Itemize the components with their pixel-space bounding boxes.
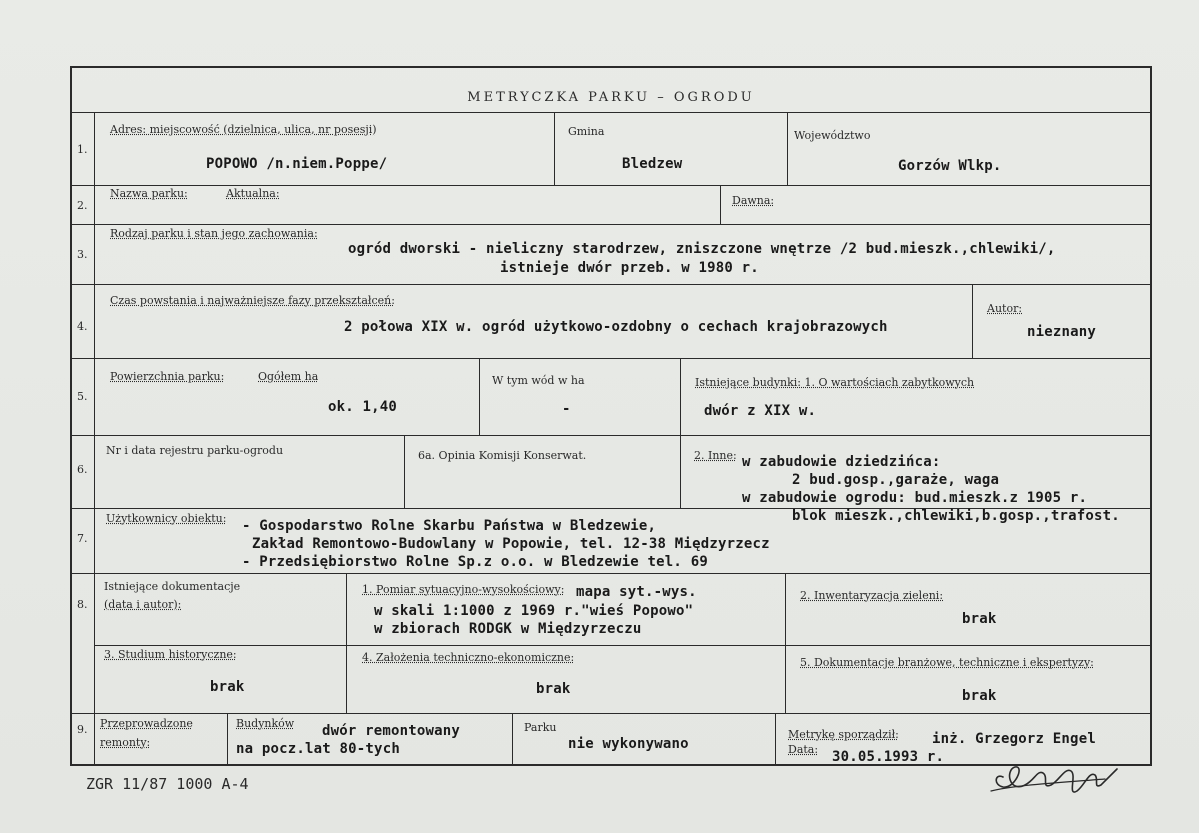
park-type-label: Rodzaj parku i stan jego zachowania: [110,227,318,240]
author-value: nieznany [1027,324,1097,340]
repairs-label: Przeprowadzone [100,717,193,730]
divider [72,224,1152,225]
signature-icon [985,745,1125,805]
buildings-repair-label: Budynków [236,717,295,730]
repairs-label-2: remonty: [100,736,151,749]
park-name-label: Nazwa parku: [110,187,188,200]
history-study-value: brak [210,679,245,695]
row-number: 3. [77,248,88,261]
voivodeship-label: Województwo [794,129,871,142]
users-line3: - Przedsiębiorstwo Rolne Sp.z o.o. w Bledzewie tel. 69 [242,554,708,570]
row-number: 6. [77,463,88,476]
other-buildings-line4: blok mieszk.,chlewiki,b.gosp.,trafost. [792,508,1120,524]
divider [227,713,228,766]
divider [94,112,95,766]
survey-line1: mapa syt.-wys. [576,584,697,600]
prepared-by-label: Metrykę sporządził: [788,728,899,741]
address-value: POPOWO /n.niem.Poppe/ [206,156,388,172]
buildings-repair-line2: na pocz.lat 80-tych [236,741,400,757]
tech-econ-value: brak [536,681,571,697]
tech-econ-label: 4. Założenia techniczno-ekonomiczne: [362,651,575,664]
divider [972,284,973,358]
conservator-opinion-label: 6a. Opinia Komisji Konserwat. [418,449,587,462]
date-label: Data: [788,743,819,756]
other-buildings-line3: w zabudowie ogrodu: bud.mieszk.z 1905 r. [742,490,1088,506]
users-line1: - Gospodarstwo Rolne Skarbu Państwa w Bledzewie, [242,518,657,534]
row-number: 8. [77,598,88,611]
divider [785,573,786,713]
row-number: 9. [77,723,88,736]
other-buildings-line2: 2 bud.gosp.,garaże, waga [792,472,1000,488]
park-repair-label: Parku [524,721,557,734]
history-study-label: 3. Studium historyczne: [104,648,237,661]
divider [680,435,681,508]
divider [554,112,555,185]
divider [479,358,480,435]
origin-label: Czas powstania i najważniejsze fazy przekształceń: [110,294,395,307]
buildings-value: dwór z XIX w. [704,403,817,419]
park-type-line2: istnieje dwór przeb. w 1980 r. [500,260,759,276]
voivodeship-value: Gorzów Wlkp. [898,158,1002,174]
other-buildings-line1: w zabudowie dziedzińca: [742,454,941,470]
form-title: METRYCZKA PARKU – OGRODU [467,90,755,105]
row-number: 4. [77,320,88,333]
form-code: ZGR 11/87 1000 A-4 [86,775,249,793]
date-value: 30.05.1993 r. [832,749,945,765]
current-name-label: Aktualna: [226,187,280,200]
survey-line3: w zbiorach RODGK w Międzyrzeczu [374,621,642,637]
row-number: 1. [77,143,88,156]
commune-label: Gmina [568,125,605,138]
water-ha-label: W tym wód w ha [492,374,585,387]
greenery-value: brak [962,611,997,627]
users-line2: Zakład Remontowo-Budowlany w Popowie, tel. 12-38 Międzyrzecz [252,536,770,552]
row-number: 2. [77,199,88,212]
address-label: Adres: miejscowość (dzielnica, ulica, nr posesji) [110,123,377,136]
branch-docs-label: 5. Dokumentacje branżowe, techniczne i ekspertyzy: [800,656,1094,669]
divider [72,185,1152,186]
divider [775,713,776,766]
divider [787,112,788,185]
divider [72,112,1152,113]
divider [512,713,513,766]
greenery-label: 2. Inwentaryzacja zieleni: [800,589,944,602]
divider [72,435,1152,436]
survey-line2: w skali 1:1000 z 1969 r."wieś Popowo" [374,603,694,619]
branch-docs-value: brak [962,688,997,704]
documentation-label: Istniejące dokumentacje [104,580,241,593]
row-number: 5. [77,390,88,403]
divider [680,358,681,435]
author-label: Autor: [987,302,1023,315]
park-record-form [70,66,1152,766]
divider [72,713,1152,714]
buildings-repair-line1: dwór remontowany [322,723,461,739]
total-ha-value: ok. 1,40 [328,399,398,415]
former-name-label: Dawna: [732,194,775,207]
area-label: Powierzchnia parku: [110,370,225,383]
register-label: Nr i data rejestru parku-ogrodu [106,444,284,457]
water-ha-value: - [562,401,571,417]
divider [346,573,347,713]
divider [72,358,1152,359]
divider [94,645,1152,646]
divider [72,284,1152,285]
documentation-label-2: (data i autor): [104,598,182,611]
divider [720,185,721,224]
survey-label: 1. Pomiar sytuacyjno-wysokościowy: [362,583,565,596]
buildings-label: Istniejące budynki: 1. O wartościach zabytkowych [695,376,975,389]
row-number: 7. [77,532,88,545]
divider [72,573,1152,574]
divider [404,435,405,508]
commune-value: Bledzew [622,156,683,172]
park-type-line1: ogród dworski - nieliczny starodrzew, zniszczone wnętrze /2 bud.mieszk.,chlewiki/, [348,241,1056,257]
total-ha-label: Ogółem ha [258,370,319,383]
park-repair-value: nie wykonywano [568,736,689,752]
prepared-by-value: inż. Grzegorz Engel [932,731,1096,747]
users-label: Użytkownicy obiektu: [106,512,227,525]
other-buildings-label: 2. Inne: [694,449,737,462]
origin-value: 2 połowa XIX w. ogród użytkowo-ozdobny o cechach krajobrazowych [344,319,888,335]
